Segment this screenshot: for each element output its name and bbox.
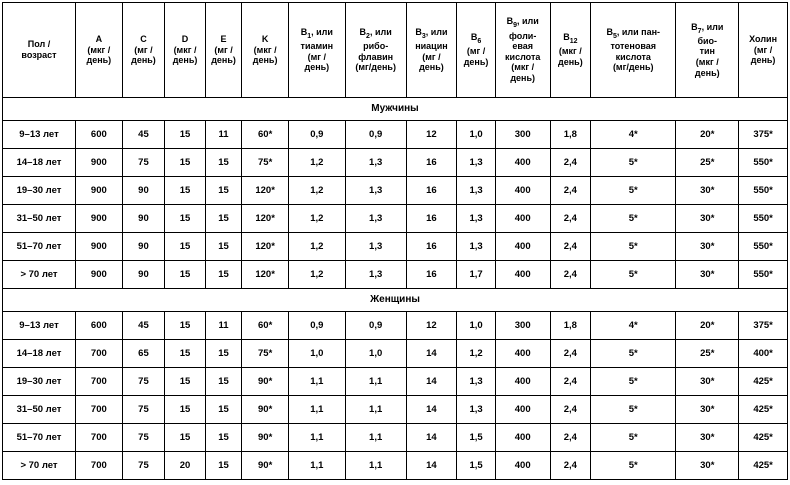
- cell-d: 15: [165, 424, 206, 452]
- column-header-line: $B_6$: [470, 32, 482, 46]
- cell-b9: 400: [495, 177, 550, 205]
- column-header-line: C: [140, 34, 147, 45]
- table-row: [3, 312, 788, 340]
- cell-b5: 5*: [591, 368, 676, 396]
- cell-b1: 1,1: [288, 368, 345, 396]
- cell-d: 15: [165, 368, 206, 396]
- column-header-line: (мг /: [422, 51, 441, 62]
- column-header-line: день): [510, 72, 536, 83]
- column-header-b6: [457, 3, 496, 98]
- cell-b3: 14: [406, 424, 457, 452]
- column-header-line: возраст: [21, 50, 57, 60]
- column-header-c: [122, 3, 165, 98]
- cell-b2: 1,0: [345, 340, 406, 368]
- cell-cho: 550*: [739, 177, 788, 205]
- cell-c: 75: [122, 396, 165, 424]
- column-header-line: день): [172, 55, 198, 66]
- cell-b2: 1,1: [345, 396, 406, 424]
- cell-b12: 2,4: [550, 452, 591, 480]
- column-header-line: $B_{12}$: [563, 32, 578, 46]
- cell-e: 15: [205, 205, 242, 233]
- cell-b7: 30*: [676, 177, 739, 205]
- cell-b7: 30*: [676, 452, 739, 480]
- cell-b12: 2,4: [550, 233, 591, 261]
- column-header-line: $B_1$, или: [300, 27, 333, 40]
- cell-cho: 550*: [739, 233, 788, 261]
- cell-b1: 0,9: [288, 121, 345, 149]
- column-header-line: (мг /: [214, 44, 233, 55]
- cell-a: 700: [76, 424, 123, 452]
- cell-b6: 1,7: [457, 261, 496, 289]
- column-header-age: [3, 3, 76, 98]
- table-header: [3, 3, 788, 98]
- cell-k: 120*: [242, 233, 289, 261]
- cell-b6: 1,0: [457, 121, 496, 149]
- column-header-line: день): [252, 55, 278, 66]
- cell-b7: 30*: [676, 261, 739, 289]
- column-header-line: день): [463, 57, 489, 68]
- cell-d: 15: [165, 205, 206, 233]
- cell-cho: 425*: [739, 396, 788, 424]
- cell-b3: 12: [406, 121, 457, 149]
- column-header-line: (мг /: [307, 51, 327, 62]
- column-header-line: (мг/день): [612, 62, 654, 73]
- cell-b12: 2,4: [550, 261, 591, 289]
- cell-b6: 1,3: [457, 205, 496, 233]
- cell-b2: 1,3: [345, 149, 406, 177]
- cell-c: 90: [122, 261, 165, 289]
- column-header-line: био-: [697, 35, 718, 46]
- cell-b12: 2,4: [550, 149, 591, 177]
- column-header-line: (мкг /: [558, 46, 582, 57]
- cell-c: 45: [122, 121, 165, 149]
- cell-b12: 1,8: [550, 312, 591, 340]
- column-header-cho: [739, 3, 788, 98]
- cell-b1: 1,0: [288, 340, 345, 368]
- cell-e: 15: [205, 424, 242, 452]
- cell-b2: 1,1: [345, 368, 406, 396]
- column-header-line: (мг/день): [355, 62, 396, 73]
- cell-k: 90*: [242, 452, 289, 480]
- column-header-b9: [495, 3, 550, 98]
- cell-k: 90*: [242, 368, 289, 396]
- column-header-e: [205, 3, 242, 98]
- cell-k: 75*: [242, 149, 289, 177]
- cell-b6: 1,5: [457, 424, 496, 452]
- column-header-k: [242, 3, 289, 98]
- cell-b6: 1,3: [457, 177, 496, 205]
- column-header-line: $B_7$, или: [691, 21, 724, 35]
- cell-b12: 1,8: [550, 121, 591, 149]
- cell-b5: 5*: [591, 261, 676, 289]
- section-title: Женщины: [3, 289, 788, 312]
- cell-cho: 550*: [739, 205, 788, 233]
- cell-a: 600: [76, 312, 123, 340]
- column-header-line: Холин: [749, 34, 778, 45]
- column-header-line: Пол /: [27, 39, 51, 50]
- cell-c: 75: [122, 149, 165, 177]
- cell-e: 15: [205, 368, 242, 396]
- cell-b7: 30*: [676, 233, 739, 261]
- table-row: [3, 340, 788, 368]
- cell-b6: 1,3: [457, 149, 496, 177]
- cell-b7: 25*: [676, 340, 739, 368]
- cell-b2: 0,9: [345, 121, 406, 149]
- cell-d: 15: [165, 177, 206, 205]
- column-header-b3: [406, 3, 457, 98]
- row-label-age: 19–30 лет: [3, 177, 76, 205]
- column-header-line: $B_9$, или: [506, 16, 539, 30]
- cell-b7: 30*: [676, 368, 739, 396]
- cell-a: 900: [76, 149, 123, 177]
- row-label-age: 9–13 лет: [3, 312, 76, 340]
- column-header-line: (мкг /: [695, 57, 719, 68]
- cell-b9: 400: [495, 149, 550, 177]
- column-header-line: (мкг /: [87, 44, 111, 55]
- column-header-b7: [676, 3, 739, 98]
- table-row: [3, 452, 788, 480]
- column-header-line: A: [95, 34, 103, 45]
- column-header-line: $B_2$, или: [359, 27, 392, 40]
- cell-b5: 5*: [591, 340, 676, 368]
- section-header-row: [3, 289, 788, 312]
- cell-b3: 16: [406, 149, 457, 177]
- cell-a: 700: [76, 452, 123, 480]
- cell-b7: 25*: [676, 149, 739, 177]
- cell-e: 15: [205, 261, 242, 289]
- cell-b9: 400: [495, 452, 550, 480]
- cell-c: 65: [122, 340, 165, 368]
- column-header-line: ниацин: [415, 41, 448, 52]
- cell-e: 15: [205, 452, 242, 480]
- column-header-line: день): [750, 55, 776, 66]
- cell-b5: 5*: [591, 149, 676, 177]
- cell-b3: 16: [406, 205, 457, 233]
- column-header-line: (мг /: [753, 44, 773, 55]
- table-row: [3, 424, 788, 452]
- cell-k: 75*: [242, 340, 289, 368]
- cell-b1: 1,1: [288, 396, 345, 424]
- cell-b6: 1,0: [457, 312, 496, 340]
- cell-b6: 1,3: [457, 396, 496, 424]
- cell-cho: 400*: [739, 340, 788, 368]
- column-header-line: флавин: [358, 51, 394, 62]
- column-header-b1: [288, 3, 345, 98]
- cell-b1: 1,2: [288, 205, 345, 233]
- cell-b9: 300: [495, 312, 550, 340]
- cell-b12: 2,4: [550, 396, 591, 424]
- table-row: [3, 396, 788, 424]
- cell-b1: 1,1: [288, 424, 345, 452]
- table-row: [3, 261, 788, 289]
- cell-b3: 16: [406, 261, 457, 289]
- column-header-line: (мкг /: [253, 44, 277, 55]
- cell-b9: 400: [495, 233, 550, 261]
- column-header-line: рибо-: [363, 41, 389, 52]
- row-label-age: 19–30 лет: [3, 368, 76, 396]
- cell-k: 60*: [242, 312, 289, 340]
- column-header-line: тиамин: [300, 41, 334, 52]
- cell-a: 900: [76, 261, 123, 289]
- column-header-line: (мг /: [134, 44, 153, 55]
- cell-b12: 2,4: [550, 424, 591, 452]
- cell-a: 900: [76, 177, 123, 205]
- column-header-line: фоли-: [509, 30, 537, 41]
- row-label-age: 14–18 лет: [3, 340, 76, 368]
- row-label-age: 9–13 лет: [3, 121, 76, 149]
- cell-k: 90*: [242, 424, 289, 452]
- cell-e: 15: [205, 177, 242, 205]
- cell-c: 75: [122, 452, 165, 480]
- cell-e: 11: [205, 312, 242, 340]
- table-row: [3, 233, 788, 261]
- cell-k: 120*: [242, 261, 289, 289]
- section-title: Мужчины: [3, 98, 788, 121]
- column-header-line: $B_3$, или: [415, 27, 448, 40]
- column-header-line: кислота: [505, 51, 541, 62]
- column-header-b2: [345, 3, 406, 98]
- cell-cho: 550*: [739, 149, 788, 177]
- cell-a: 700: [76, 340, 123, 368]
- cell-c: 90: [122, 177, 165, 205]
- cell-b2: 1,3: [345, 233, 406, 261]
- cell-c: 90: [122, 205, 165, 233]
- section-header-row: [3, 98, 788, 121]
- column-header-line: день): [558, 57, 583, 68]
- cell-cho: 375*: [739, 121, 788, 149]
- cell-e: 11: [205, 121, 242, 149]
- cell-c: 75: [122, 424, 165, 452]
- cell-b5: 4*: [591, 312, 676, 340]
- cell-b3: 16: [406, 177, 457, 205]
- cell-b9: 400: [495, 368, 550, 396]
- cell-b2: 1,1: [345, 452, 406, 480]
- cell-cho: 550*: [739, 261, 788, 289]
- table-row: [3, 149, 788, 177]
- cell-d: 15: [165, 340, 206, 368]
- cell-b9: 400: [495, 205, 550, 233]
- cell-b3: 16: [406, 233, 457, 261]
- column-header-line: день): [86, 55, 112, 66]
- cell-k: 120*: [242, 205, 289, 233]
- cell-b3: 14: [406, 368, 457, 396]
- column-header-line: день): [211, 55, 236, 66]
- document-page: [0, 2, 790, 485]
- cell-b2: 1,3: [345, 261, 406, 289]
- cell-b3: 12: [406, 312, 457, 340]
- nutrient-intake-table: [2, 2, 788, 480]
- cell-d: 15: [165, 312, 206, 340]
- cell-k: 90*: [242, 396, 289, 424]
- cell-b9: 400: [495, 261, 550, 289]
- cell-b2: 1,3: [345, 205, 406, 233]
- row-label-age: 31–50 лет: [3, 205, 76, 233]
- cell-a: 900: [76, 205, 123, 233]
- cell-b12: 2,4: [550, 177, 591, 205]
- cell-b5: 5*: [591, 396, 676, 424]
- column-header-line: кислота: [615, 51, 651, 62]
- cell-b3: 14: [406, 396, 457, 424]
- cell-d: 15: [165, 233, 206, 261]
- table-body: [3, 98, 788, 480]
- column-header-line: (мкг /: [173, 44, 197, 55]
- cell-b6: 1,3: [457, 233, 496, 261]
- cell-b5: 5*: [591, 424, 676, 452]
- column-header-line: день): [304, 62, 330, 73]
- cell-k: 60*: [242, 121, 289, 149]
- cell-b7: 30*: [676, 205, 739, 233]
- cell-a: 900: [76, 233, 123, 261]
- cell-b2: 0,9: [345, 312, 406, 340]
- column-header-line: день): [419, 62, 444, 73]
- cell-b1: 1,2: [288, 149, 345, 177]
- table-row: [3, 177, 788, 205]
- cell-e: 15: [205, 396, 242, 424]
- cell-b7: 20*: [676, 121, 739, 149]
- cell-e: 15: [205, 233, 242, 261]
- cell-c: 90: [122, 233, 165, 261]
- row-label-age: 51–70 лет: [3, 233, 76, 261]
- column-header-d: [165, 3, 206, 98]
- cell-a: 700: [76, 368, 123, 396]
- cell-cho: 425*: [739, 452, 788, 480]
- cell-c: 75: [122, 368, 165, 396]
- cell-d: 20: [165, 452, 206, 480]
- cell-e: 15: [205, 149, 242, 177]
- column-header-a: [76, 3, 123, 98]
- column-header-line: K: [261, 34, 269, 45]
- cell-b6: 1,2: [457, 340, 496, 368]
- cell-b5: 5*: [591, 233, 676, 261]
- cell-c: 45: [122, 312, 165, 340]
- column-header-line: (мг /: [466, 46, 486, 57]
- cell-a: 600: [76, 121, 123, 149]
- column-header-b12: [550, 3, 591, 98]
- cell-b1: 0,9: [288, 312, 345, 340]
- cell-a: 700: [76, 396, 123, 424]
- cell-b1: 1,2: [288, 233, 345, 261]
- cell-b9: 400: [495, 396, 550, 424]
- cell-b3: 14: [406, 452, 457, 480]
- cell-b7: 30*: [676, 396, 739, 424]
- row-label-age: > 70 лет: [3, 452, 76, 480]
- cell-b5: 5*: [591, 452, 676, 480]
- row-label-age: 14–18 лет: [3, 149, 76, 177]
- column-header-line: день): [131, 55, 156, 66]
- column-header-line: E: [220, 34, 227, 45]
- cell-b5: 5*: [591, 205, 676, 233]
- column-header-line: тотеновая: [610, 41, 657, 52]
- cell-cho: 375*: [739, 312, 788, 340]
- cell-b6: 1,3: [457, 368, 496, 396]
- cell-b2: 1,1: [345, 424, 406, 452]
- cell-b7: 20*: [676, 312, 739, 340]
- row-label-age: 31–50 лет: [3, 396, 76, 424]
- cell-cho: 425*: [739, 368, 788, 396]
- cell-b3: 14: [406, 340, 457, 368]
- cell-d: 15: [165, 121, 206, 149]
- cell-b12: 2,4: [550, 368, 591, 396]
- column-header-b5: [591, 3, 676, 98]
- cell-b1: 1,1: [288, 452, 345, 480]
- cell-b9: 400: [495, 424, 550, 452]
- table-row: [3, 368, 788, 396]
- column-header-line: евая: [512, 41, 534, 52]
- cell-b5: 4*: [591, 121, 676, 149]
- cell-b6: 1,5: [457, 452, 496, 480]
- column-header-line: (мкг /: [511, 62, 535, 73]
- header-row: [3, 3, 788, 98]
- cell-e: 15: [205, 340, 242, 368]
- column-header-line: $B_5$, или пан-: [606, 27, 661, 40]
- column-header-line: день): [694, 67, 720, 78]
- cell-b12: 2,4: [550, 340, 591, 368]
- row-label-age: 51–70 лет: [3, 424, 76, 452]
- column-header-line: тин: [699, 46, 715, 57]
- cell-b9: 400: [495, 340, 550, 368]
- cell-d: 15: [165, 149, 206, 177]
- table-row: [3, 121, 788, 149]
- column-header-line: D: [181, 34, 189, 45]
- cell-k: 120*: [242, 177, 289, 205]
- cell-d: 15: [165, 396, 206, 424]
- cell-cho: 425*: [739, 424, 788, 452]
- cell-b1: 1,2: [288, 177, 345, 205]
- cell-b1: 1,2: [288, 261, 345, 289]
- cell-b2: 1,3: [345, 177, 406, 205]
- cell-b5: 5*: [591, 177, 676, 205]
- cell-b9: 300: [495, 121, 550, 149]
- cell-b7: 30*: [676, 424, 739, 452]
- cell-b12: 2,4: [550, 205, 591, 233]
- row-label-age: > 70 лет: [3, 261, 76, 289]
- table-row: [3, 205, 788, 233]
- cell-d: 15: [165, 261, 206, 289]
